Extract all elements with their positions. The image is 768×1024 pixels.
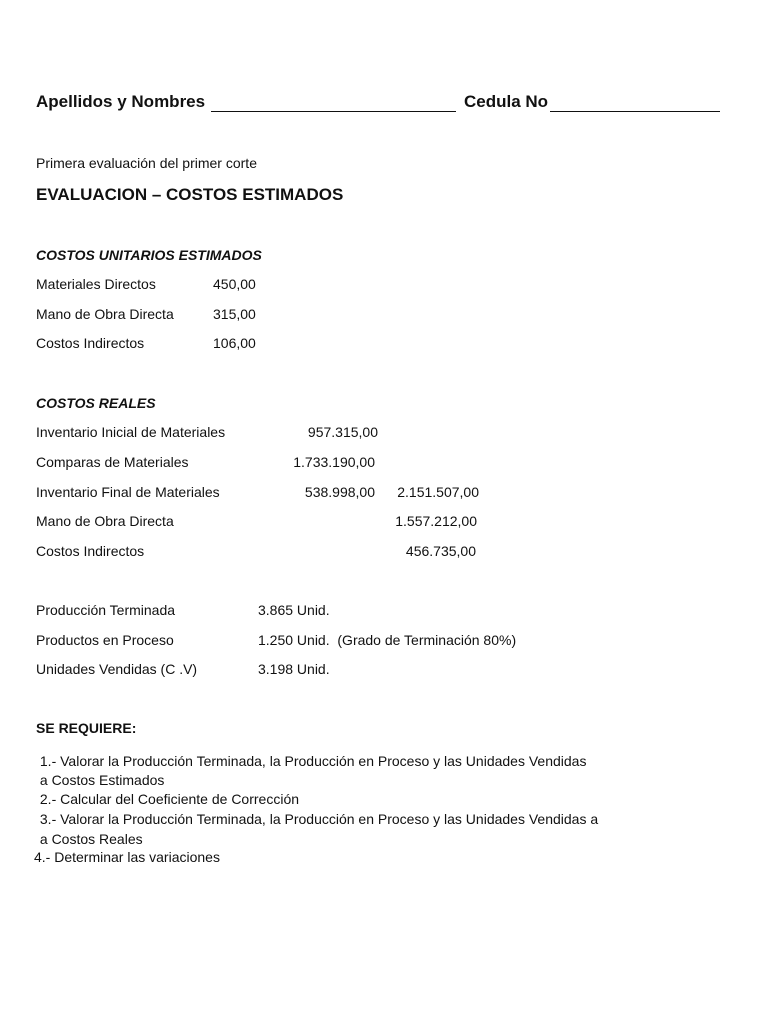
requirement-line: 4.- Determinar las variaciones <box>34 849 220 865</box>
estimated-row-value: 315,00 <box>213 306 256 322</box>
name-label: Apellidos y Nombres <box>36 92 206 111</box>
real-row-col2: 2.151.507,00 <box>397 484 479 500</box>
requirement-line: 1.- Valorar la Producción Terminada, la Producción en Proceso y las Unidades Vendidas <box>36 753 587 769</box>
estimated-row-value: 450,00 <box>213 276 256 292</box>
estimated-row-value: 106,00 <box>213 335 256 351</box>
estimated-heading: COSTOS UNITARIOS ESTIMADOS <box>36 247 262 263</box>
real-row-col2: 1.557.212,00 <box>395 513 477 529</box>
real-row-col1: 1.733.190,00 <box>293 454 375 470</box>
requirement-line: a Costos Estimados <box>36 772 165 788</box>
production-row-label: Producción Terminada <box>36 602 176 618</box>
name-blank-line <box>211 111 456 112</box>
real-row-label: Costos Indirectos <box>36 543 145 559</box>
requirements-heading: SE REQUIERE: <box>36 720 137 736</box>
production-row-label: Productos en Proceso <box>36 632 174 648</box>
requirement-line: a Costos Reales <box>36 831 143 847</box>
real-row-col2: 456.735,00 <box>405 543 476 559</box>
id-label: Cedula No <box>464 92 549 111</box>
real-row-col1: 957.315,00 <box>307 424 378 440</box>
estimated-row-label: Materiales Directos <box>36 276 156 292</box>
real-heading: COSTOS REALES <box>36 395 156 411</box>
real-row-label: Mano de Obra Directa <box>36 513 174 529</box>
production-row-value: 3.865 Unid. <box>258 602 330 618</box>
requirement-line: 3.- Valorar la Producción Terminada, la Producción en Proceso y las Unidades Vendidas a <box>36 811 599 827</box>
real-row-col1: 538.998,00 <box>304 484 375 500</box>
production-row-value: 1.250 Unid. (Grado de Terminación 80%) <box>258 632 517 648</box>
id-blank-line <box>550 111 720 112</box>
requirement-line: 2.- Calcular del Coeficiente de Corrección <box>36 791 300 807</box>
page-title: EVALUACION – COSTOS ESTIMADOS <box>36 185 344 204</box>
production-row-label: Unidades Vendidas (C .V) <box>36 661 198 677</box>
real-row-label: Comparas de Materiales <box>36 454 189 470</box>
production-row-value: 3.198 Unid. <box>258 661 330 677</box>
real-row-label: Inventario Inicial de Materiales <box>36 424 226 440</box>
estimated-row-label: Mano de Obra Directa <box>36 306 174 322</box>
subtitle: Primera evaluación del primer corte <box>36 155 257 171</box>
estimated-row-label: Costos Indirectos <box>36 335 145 351</box>
real-row-label: Inventario Final de Materiales <box>36 484 220 500</box>
